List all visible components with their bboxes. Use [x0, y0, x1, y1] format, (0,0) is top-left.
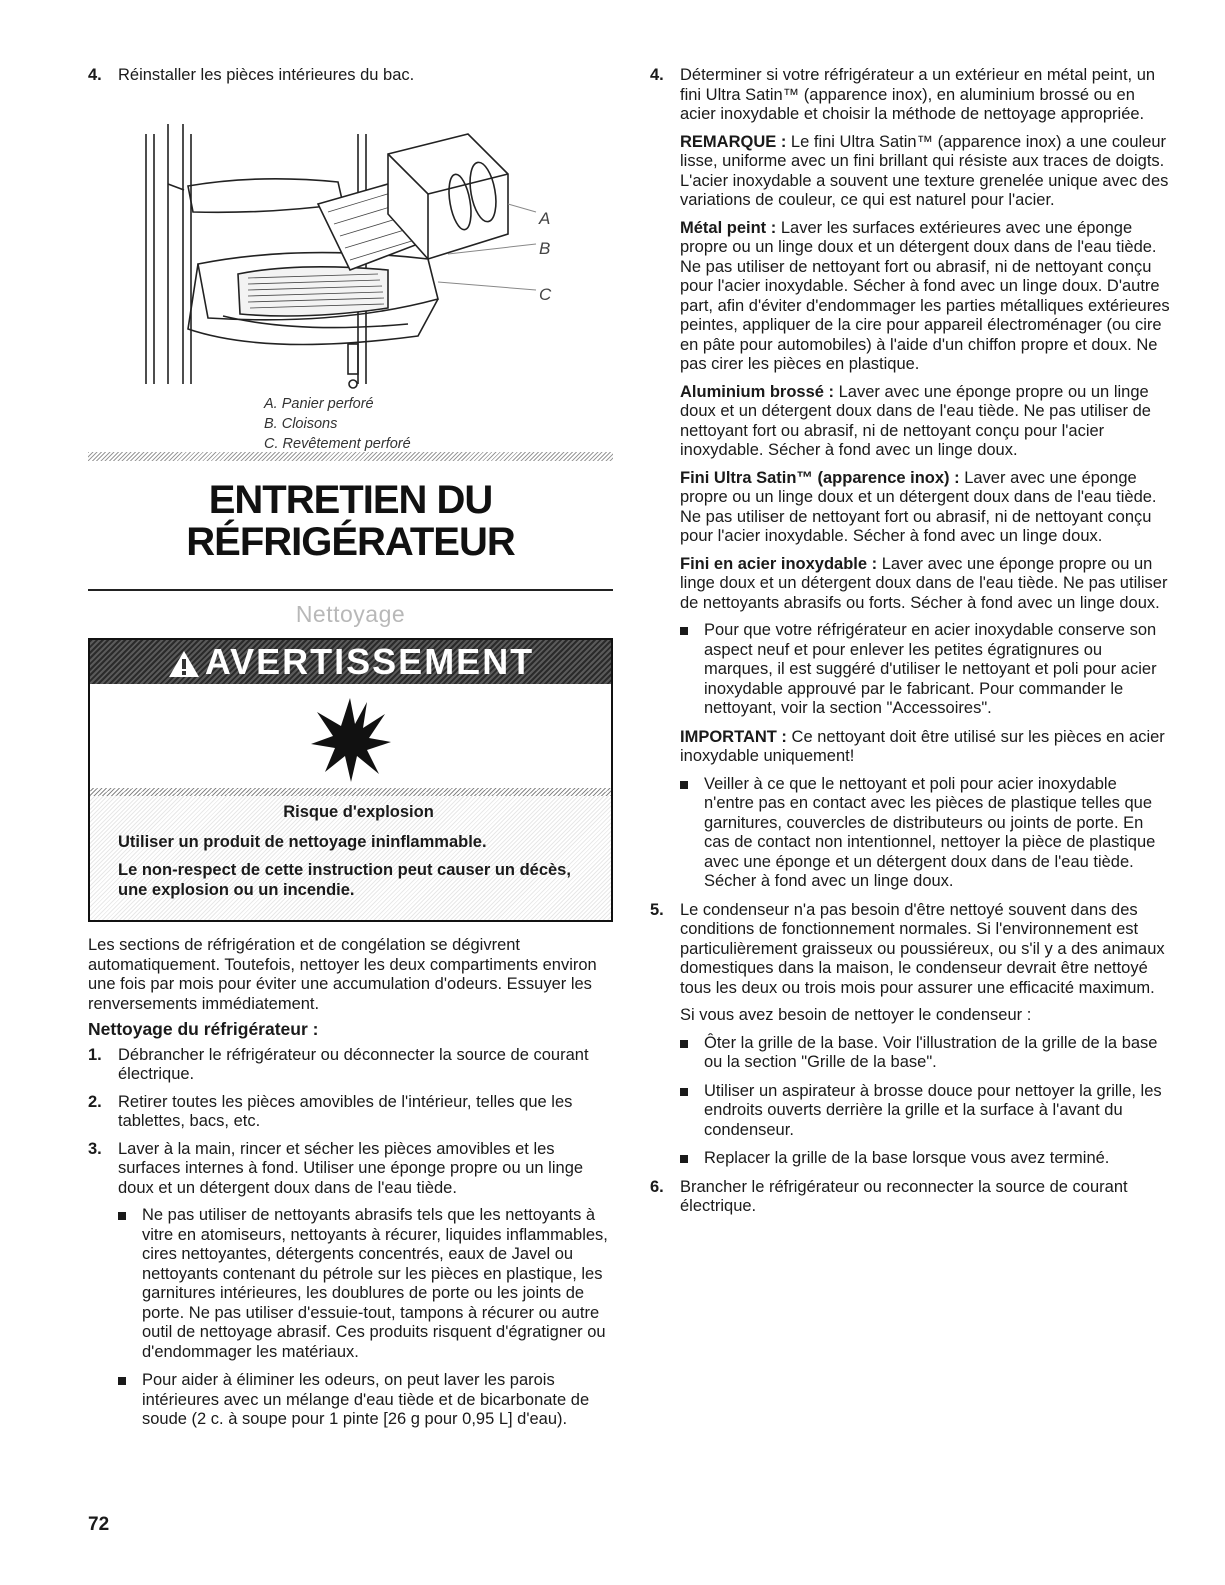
bullet-remove-grille [650, 1034, 1170, 1073]
satin-label: Fini Ultra Satin™ (apparence inox) : [680, 468, 960, 487]
section-title [88, 479, 613, 563]
bullet-square-icon [680, 1088, 688, 1096]
step-text: Le condenseur n'a pas besoin d'être nettoyé souvent dans des conditions de fonctionnement normales. Si l'environnement est particulièrement graisseux ou poussiéreux, ou s'il y a des animaux domestiques dans la maison, le condenseur devrait être nettoyé tous les deux ou trois mois pour assurer une efficacité maximum. [680, 900, 1165, 997]
step-5 [650, 901, 1170, 999]
step-3 [88, 1140, 613, 1199]
aluminium-paragraph [650, 383, 1170, 461]
important-text: Ce nettoyant doit être utilisé sur les pièces en acier inoxydable uniquement! [680, 727, 1165, 765]
bullet-text: Ôter la grille de la base. Voir l'illustration de la grille de la base ou la section "Grille de la base". [704, 1033, 1158, 1071]
bin-drawing [88, 94, 613, 394]
step-number: 2. [88, 1092, 102, 1111]
bullet-inox-cleaner [650, 621, 1170, 719]
warning-line-2: Le non-respect de cette instruction peut causer un décès, une explosion ou un incendie. [118, 861, 571, 899]
important-paragraph [650, 728, 1170, 767]
callout-c: C [539, 284, 552, 304]
legend-item-b: B. Cloisons [264, 415, 338, 432]
bullet-square-icon [680, 781, 688, 789]
step-text: Retirer toutes les pièces amovibles de l'intérieur, telles que les tablettes, bacs, etc. [118, 1092, 573, 1130]
step-number: 4. [650, 66, 664, 84]
remarque-text: Le fini Ultra Satin™ (apparence inox) a une couleur lisse, uniforme avec un fini brillant qui résiste aux traces de doigts. L'acier inoxydable a souvent une texture grenelée unique avec des variations de couleur, ce qui est naturel pour l'acier. [680, 132, 1169, 209]
bullet-text: Pour aider à éliminer les odeurs, on peut laver les parois intérieures avec un mélange d'eau tiède et de bicarbonate de soude (2 c. à soupe pour 1 pinte [26 g pour 0,95 L] d'eau). [142, 1371, 590, 1428]
callout-b: B [539, 238, 551, 258]
cleaning-heading: Nettoyage du réfrigérateur : [88, 1019, 319, 1039]
aluminium-text: Laver avec une éponge propre ou un linge doux et un détergent doux dans de l'eau tiède. Ne pas utiliser de nettoyant fort ou abrasif, ni de nettoyant conçu pour l'acier inoxydable. Sécher à fond avec un linge doux. [680, 382, 1151, 459]
step-2 [88, 1093, 613, 1132]
bullet-abrasive [88, 1206, 613, 1362]
step-text: Brancher le réfrigérateur ou reconnecter la source de courant électrique. [680, 1177, 1128, 1215]
condenser-intro: Si vous avez besoin de nettoyer le condenseur : [680, 1006, 1032, 1024]
satin-text: Laver avec une éponge propre ou un linge doux et un détergent doux dans de l'eau tiède. Ne pas utiliser de nettoyant fort ou abrasif, ni de nettoyant conçu pour l'acier inoxydable. Sécher à fond avec un linge doux. [680, 468, 1157, 545]
left-column [88, 66, 613, 1439]
bullet-odors [88, 1371, 613, 1430]
step-4-reinstall [88, 66, 613, 86]
callout-a: A [539, 208, 551, 228]
step-text: Débrancher le réfrigérateur ou déconnecter la source de courant électrique. [118, 1045, 589, 1083]
satin-paragraph [650, 469, 1170, 547]
step-number: 6. [650, 1177, 664, 1196]
metal-paragraph [650, 219, 1170, 375]
bullet-vacuum [650, 1082, 1170, 1141]
remarque-label: REMARQUE : [680, 132, 787, 151]
step-4-finish [650, 66, 1170, 125]
explosion-icon [305, 694, 395, 784]
bullet-text: Pour que votre réfrigérateur en acier inoxydable conserve son aspect neuf et pour enlever les petites égratignures ou marques, il est suggéré d'utiliser le nettoyant et poli pour acier inoxydable approuvé par le fabricant. Pour commander le nettoyant, voir la section "Accessoires". [704, 621, 1157, 717]
right-column [650, 66, 1170, 1225]
bullet-text: Ne pas utiliser de nettoyants abrasifs tels que les nettoyants à vitre en atomiseurs, nettoyants à récurer, liquides inflammables, cires nettoyantes, détergents concentrés, eaux de Javel ou nettoyants contenant du pétrole sur les pièces en plastique, les garnitures intérieures, les doublures de porte ou les joints de porte. Ne pas utiliser d'essuie-tout, tampons à récurer ou autre outil de nettoyage abrasif. Ces produits risquent d'égratigner ou d'endommager les matériaux. [142, 1206, 608, 1361]
bullet-square-icon [680, 627, 688, 635]
warning-header-label: AVERTISSEMENT [204, 641, 535, 682]
intro-paragraph: Les sections de réfrigération et de congélation se dégivrent automatiquement. Toutefois, nettoyer les deux compartiments environ une fois par mois pour éviter une accumulation d'odeurs. Essuyer les renversements immédiatement. [88, 936, 597, 1013]
step-number: 5. [650, 900, 664, 919]
bullet-text: Replacer la grille de la base lorsque vous avez terminé. [704, 1149, 1110, 1167]
inox-label: Fini en acier inoxydable : [680, 554, 878, 573]
step-number: 1. [88, 1045, 102, 1064]
step-number: 4. [88, 66, 102, 84]
bullet-square-icon [680, 1155, 688, 1163]
section-title-line-1: ENTRETIEN DU [208, 477, 493, 522]
warning-risk: Risque d'explosion [283, 803, 434, 821]
section-title-line-2: RÉFRIGÉRATEUR [186, 519, 515, 564]
warning-triangle-icon [167, 649, 201, 679]
subsection-title: Nettoyage [295, 600, 406, 627]
bullet-replace-grille [650, 1149, 1170, 1169]
bullet-square-icon [118, 1212, 126, 1220]
step-number: 3. [88, 1139, 102, 1158]
figure-legend [264, 394, 411, 454]
bullet-text: Veiller à ce que le nettoyant et poli pour acier inoxydable n'entre pas en contact avec les pièces de plastique telles que garnitures, couvercles de distributeurs ou joints de porte. En cas de contact non intentionnel, nettoyer la pièce de plastique avec une éponge et un détergent doux dans de l'eau tiède. Sécher à fond avec un linge doux. [704, 774, 1156, 890]
step-text: Laver à la main, rincer et sécher les pièces amovibles et les surfaces internes à fond. Utiliser une éponge propre ou un linge doux et un détergent doux dans de l'eau tiède. [118, 1139, 584, 1197]
warning-box [88, 638, 613, 922]
step-6 [650, 1178, 1170, 1217]
warning-text [90, 796, 611, 920]
remarque-paragraph [650, 133, 1170, 211]
crisper-bin-illustration [88, 94, 613, 452]
warning-header [90, 640, 611, 684]
step-text: Réinstaller les pièces intérieures du bac. [118, 66, 415, 84]
inox-text: Laver avec une éponge propre ou un linge doux et un détergent doux dans de l'eau tiède. Ne pas utiliser de nettoyants abrasifs ou forts. Sécher à fond avec un linge doux. [680, 554, 1168, 612]
bullet-square-icon [680, 1040, 688, 1048]
bullet-text: Utiliser un aspirateur à brosse douce pour nettoyer la grille, les endroits ouverts derrière la grille et la surface à l'avant du condenseur. [704, 1081, 1162, 1139]
metal-label: Métal peint : [680, 218, 777, 237]
warning-line-1: Utiliser un produit de nettoyage ininflammable. [118, 833, 487, 851]
metal-text: Laver les surfaces extérieures avec une éponge propre ou un linge doux et un détergent doux dans de l'eau tiède. Ne pas utiliser de nettoyant fort ou abrasif, ni de nettoyant conçu pour l'acier inoxydable. Sécher à fond avec un linge doux. D'autre part, afin d'éviter d'endommager les parties métalliques extérieures peintes, appliquer de la cire pour appareil électroménager (ou cire en pâte pour automobiles) à l'aide d'un chiffon propre et doux. Ne pas cirer les pièces en plastique. [680, 218, 1170, 373]
aluminium-label: Aluminium brossé : [680, 382, 835, 401]
step-1 [88, 1046, 613, 1085]
legend-item-c: C. Revêtement perforé [264, 435, 411, 452]
bullet-plastic-contact [650, 775, 1170, 892]
page-number: 72 [88, 1514, 110, 1535]
bullet-square-icon [118, 1377, 126, 1385]
important-label: IMPORTANT : [680, 727, 787, 746]
explosion-icon-area [90, 684, 611, 796]
inox-paragraph [650, 555, 1170, 614]
section-rule [88, 589, 613, 591]
step-text: Déterminer si votre réfrigérateur a un extérieur en métal peint, un fini Ultra Satin™ (apparence inox), en aluminium brossé ou en acier inoxydable et choisir la méthode de nettoyage appropriée. [680, 66, 1156, 123]
legend-item-a: A. Panier perforé [264, 395, 374, 412]
